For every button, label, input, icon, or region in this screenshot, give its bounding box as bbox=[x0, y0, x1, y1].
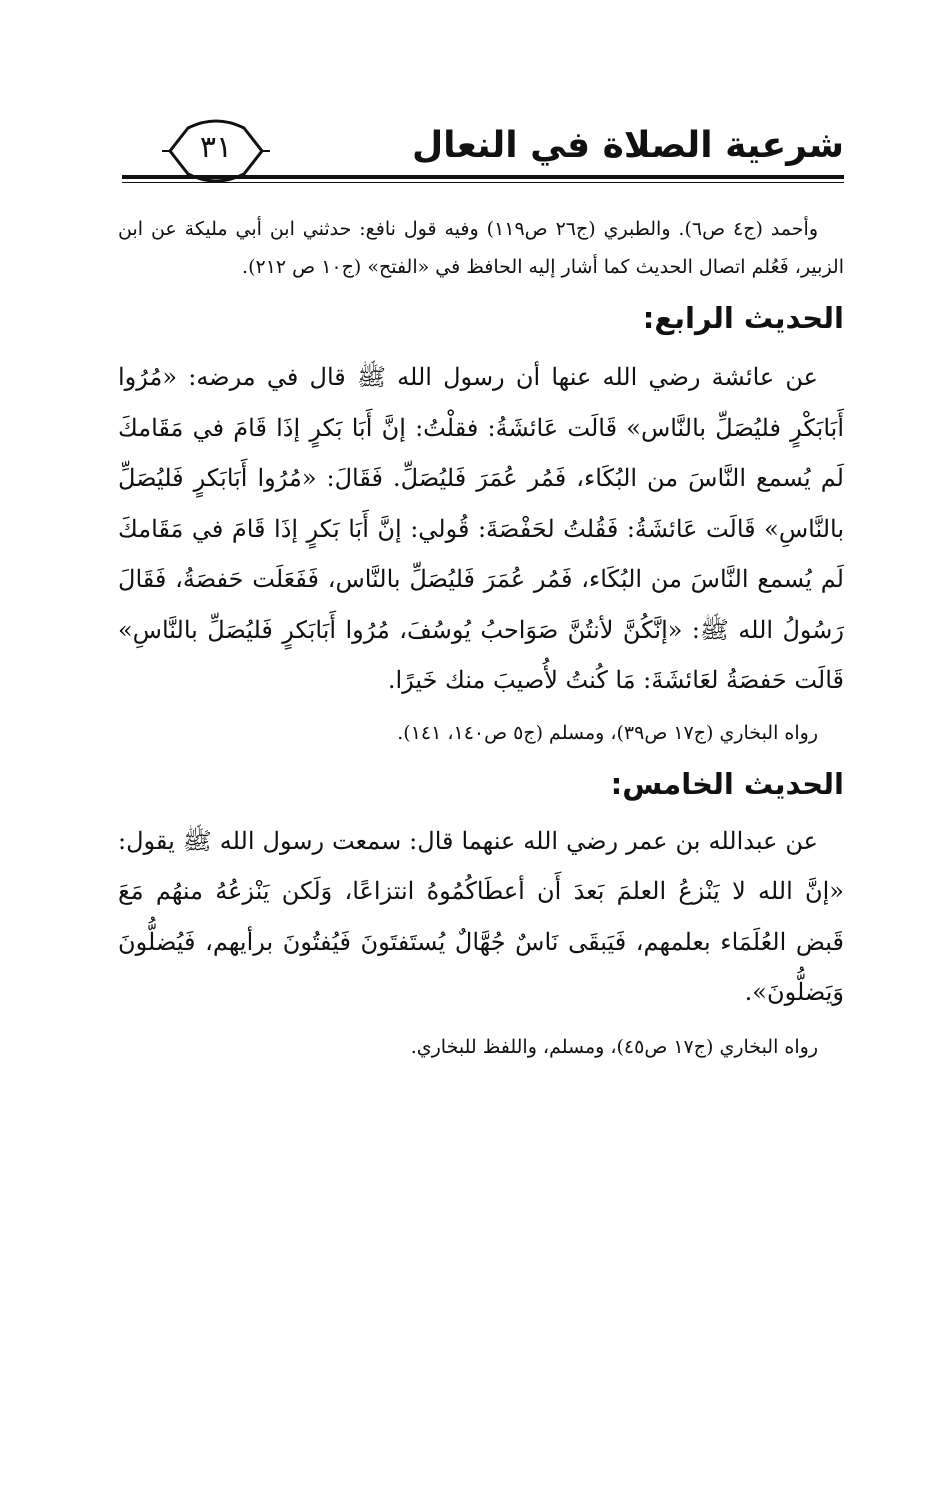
page-number: ٣١ bbox=[199, 130, 233, 165]
page-body bbox=[118, 210, 844, 1062]
hadith-4-text: عن عائشة رضي الله عنها أن رسول الله ﷺ قال في مرضه: «مُرُوا أَبَابَكْرٍ فليُصَلِّ بالنَّاس» قَالَت عَائشَةُ: فقلْتُ: إنَّ أَبَا بَكرٍ إذَا قَامَ في مَقَامكَ لَم يُسمع النَّاسَ من البُكَاء، فَمُر عُمَرَ فَليُصَلِّ. فَقَالَ: «مُرُوا أَبَابَكرٍ فَليُصَلِّ بالنَّاسِ» قَالَت عَائشَةُ: فَقُلتُ لحَفْصَةَ: قُولي: إنَّ أَبَا بَكرٍ إذَا قَامَ في مَقَامكَ لَم يُسمع النَّاسَ من البُكَاء، فَمُر عُمَرَ فَليُصَلِّ بالنَّاس، فَفَعَلَت حَفصَةُ، فَقَالَ رَسُولُ الله ﷺ: «إنَّكُنَّ لأنتُنَّ صَوَاحبُ يُوسُفَ، مُرُوا أَبَابَكرٍ فَليُصَلِّ بالنَّاسِ» قَالَت حَفصَةُ لعَائشَةَ: مَا كُنتُ لأُصيبَ منك خَيرًا. bbox=[118, 363, 844, 694]
hadith-5-heading: الحديث الخامس: bbox=[610, 766, 844, 801]
hadith-5-text: عن عبدالله بن عمر رضي الله عنهما قال: سمعت رسول الله ﷺ يقول: «إنَّ الله لا يَنْزعُ العلمَ بَعدَ أَن أعطَاكُمُوهُ انتزاعًا، وَلَكن يَنْزعُهُ منهُم مَعَ قَبض العُلَمَاء بعلمهم، فَيَبقَى نَاسٌ جُهَّالٌ يُستَفتَونَ فَيُفتُونَ برأيهم، فَيُضلُّونَ وَيَضلُّونَ». bbox=[118, 826, 844, 1006]
header-rule-thin bbox=[122, 182, 844, 183]
header-rule-thick bbox=[122, 175, 844, 179]
hadith-4-heading: الحديث الرابع: bbox=[642, 301, 844, 335]
running-title: شرعية الصلاة في النعال bbox=[411, 125, 844, 166]
footnote-continuation: وأحمد (ج٤ ص٦). والطبري (ج٢٦ ص١١٩) وفيه قول نافع: حدثني ابن أبي مليكة عن ابن الزبير، فَعُلم اتصال الحديث كما أشار إليه الحافظ في «الفتح» (ج١٠ ص ٢١٢). bbox=[118, 218, 844, 278]
hadith-4-reference: رواه البخاري (ج١٧ ص٣٩)، ومسلم (ج٥ ص١٤٠، ١٤١). bbox=[397, 721, 818, 744]
page-header bbox=[122, 112, 844, 192]
hadith-5-reference: رواه البخاري (ج١٧ ص٤٥)، ومسلم، واللفظ للبخاري. bbox=[410, 1035, 818, 1058]
